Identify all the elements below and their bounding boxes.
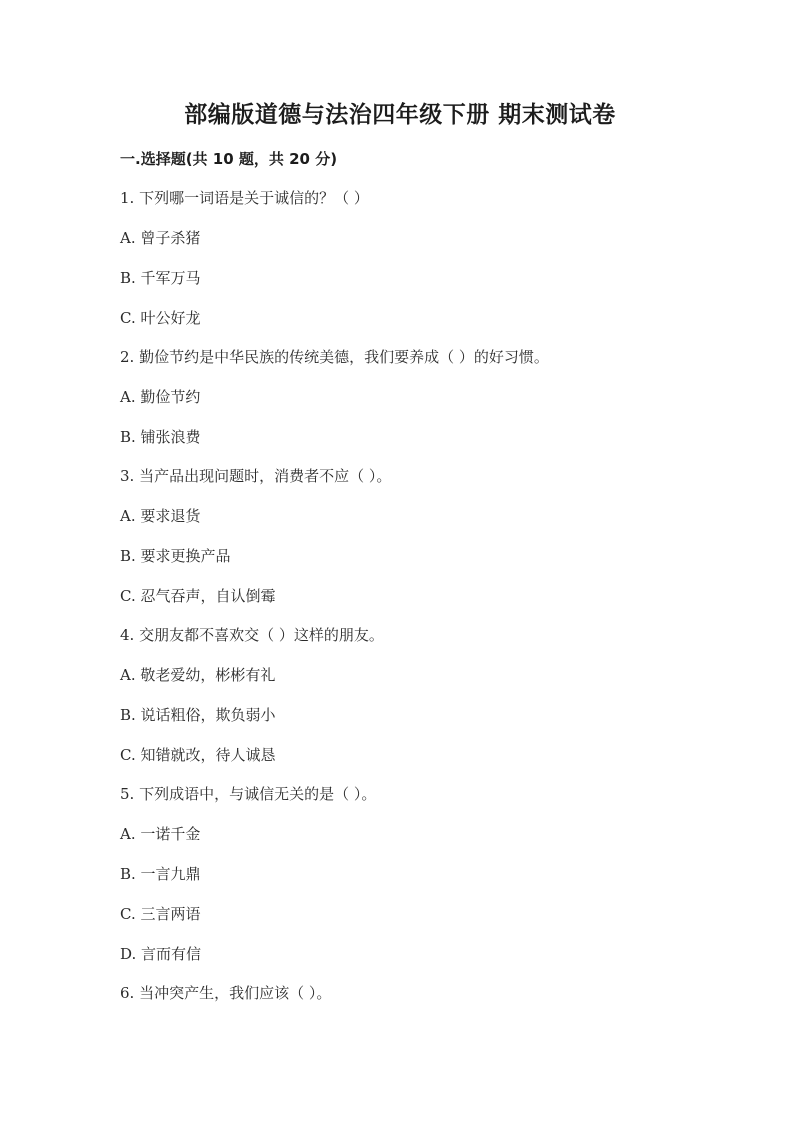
document-title: 部编版道德与法治四年级下册 期末测试卷: [184, 102, 616, 128]
question-2: 2. 勤俭节约是中华民族的传统美德，我们要养成（ ）的好习惯。: [120, 348, 549, 366]
question-3-option-b: B. 要求更换产品: [120, 547, 231, 565]
question-4: 4. 交朋友都不喜欢交（ ）这样的朋友。: [120, 626, 384, 644]
question-3-option-c: C. 忍气吞声，自认倒霉: [120, 587, 276, 605]
question-5-option-c: C. 三言两语: [120, 905, 201, 923]
question-1-option-a: A. 曾子杀猪: [120, 229, 201, 247]
section-header: 一.选择题(共 10 题，共 20 分): [120, 150, 338, 168]
question-4-option-a: A. 敬老爱幼，彬彬有礼: [120, 666, 276, 684]
question-1: 1. 下列哪一词语是关于诚信的？（ ）: [120, 189, 369, 207]
question-5: 5. 下列成语中，与诚信无关的是（ ）。: [120, 785, 377, 803]
question-3-option-a: A. 要求退货: [120, 507, 201, 525]
question-5-option-b: B. 一言九鼎: [120, 865, 201, 883]
question-5-option-a: A. 一诺千金: [120, 825, 201, 843]
question-4-option-c: C. 知错就改，待人诚恳: [120, 746, 276, 764]
question-6: 6. 当冲突产生，我们应该（ ）。: [120, 984, 332, 1002]
question-2-option-b: B. 铺张浪费: [120, 428, 201, 446]
question-2-option-a: A. 勤俭节约: [120, 388, 201, 406]
question-4-option-b: B. 说话粗俗，欺负弱小: [120, 706, 276, 724]
question-3: 3. 当产品出现问题时，消费者不应（ ）。: [120, 467, 392, 485]
question-1-option-c: C. 叶公好龙: [120, 309, 201, 327]
question-1-option-b: B. 千军万马: [120, 269, 201, 287]
question-5-option-d: D. 言而有信: [120, 945, 202, 963]
